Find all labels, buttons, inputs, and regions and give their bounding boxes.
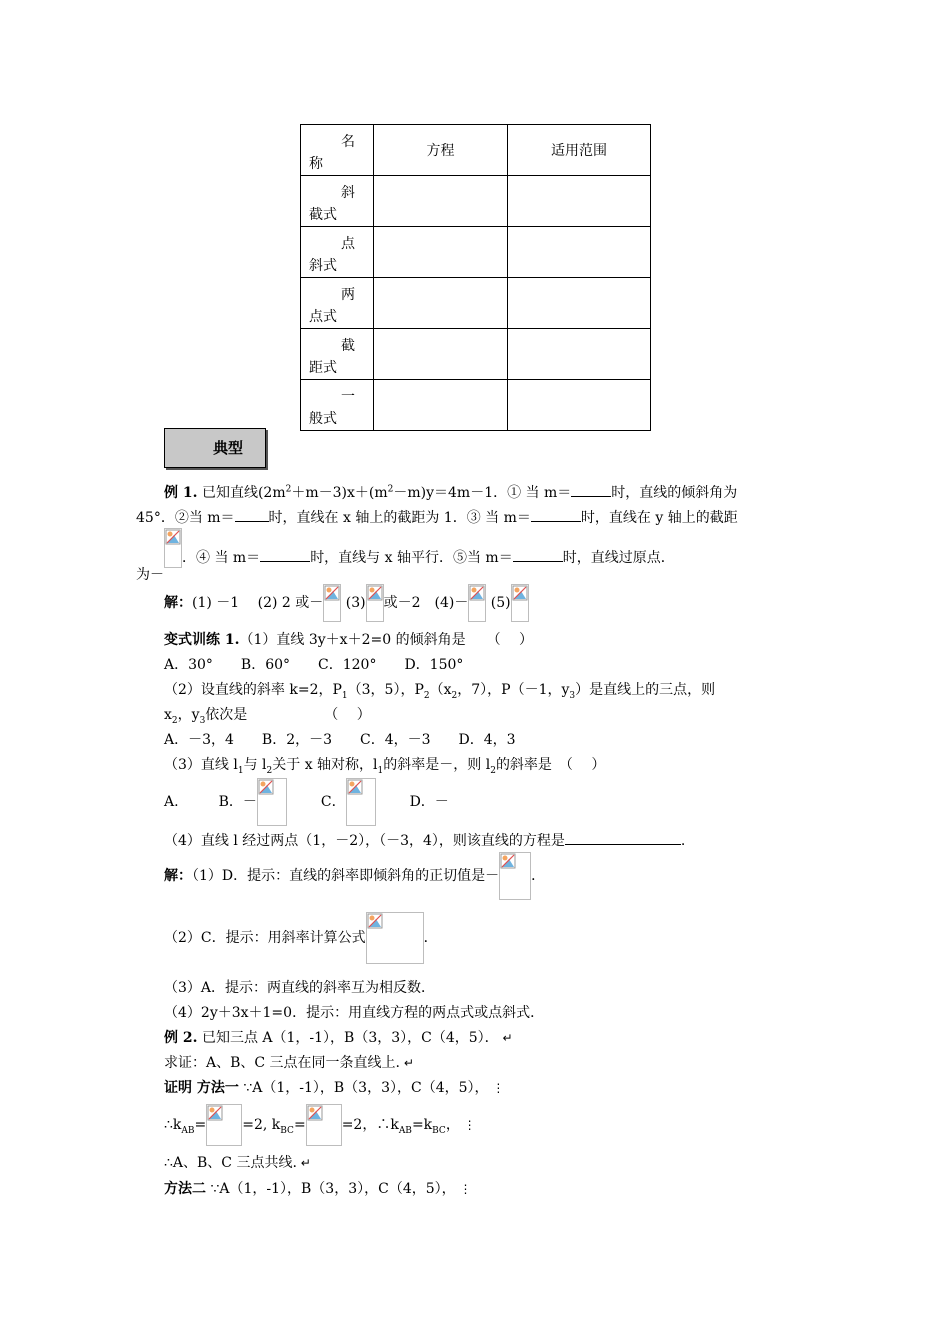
var1-q2: （2）设直线的斜率 k=2，$P_1(3$，5），$P_2(x_2$，7），P（－1，$y_3$）是直线上的三点，则 <box>164 682 716 701</box>
broken-image-icon <box>468 584 486 622</box>
var1-q4: （4）直线 l 经过两点（1，－2），（－3，4），则该直线的方程是 . <box>164 830 685 851</box>
header-name-l2: 称 <box>309 156 323 172</box>
var1-q2-line2: $x_2$，$y_3$依次是 （ ） <box>164 707 371 726</box>
broken-image-icon <box>499 852 531 900</box>
var1-q3-options: A. B．－ C． D．－ <box>164 778 449 826</box>
answer-blank[interactable] <box>565 830 681 845</box>
header-range: 适用范围 <box>508 125 651 176</box>
range-cell <box>508 278 651 329</box>
table-row <box>301 278 651 329</box>
broken-image-icon <box>206 1104 242 1146</box>
method2-label: 方法二 <box>164 1181 206 1197</box>
equation-cell <box>374 227 508 278</box>
table-row <box>301 176 651 227</box>
broken-image-icon <box>257 778 287 826</box>
equation-forms-table <box>300 124 651 431</box>
table-header-row <box>301 125 651 176</box>
ex1-line3: 为－ ．④ 当 m＝ 时，直线与 x 轴平行．⑤当 m＝ 时，直线过原点． <box>136 528 675 568</box>
header-equation: 方程 <box>374 125 508 176</box>
table-row <box>301 380 651 431</box>
solvar-label: 解： <box>164 868 192 884</box>
sol1-line: 解：(1) －1 (2) 2 或－ (3) 或－2 (4)－ (5) <box>164 584 529 622</box>
row-name-l2: 点式 <box>309 309 337 325</box>
solvar-a4: （4）2y＋3x＋1=0．提示：用直线方程的两点式或点斜式． <box>164 1005 545 1021</box>
solvar-a1: 解：（1）D．提示：直线的斜率即倾斜角的正切值是－ ． <box>164 852 545 900</box>
row-name-l2: 距式 <box>309 360 337 376</box>
range-cell <box>508 329 651 380</box>
ex1-label: 例 1. <box>164 485 198 501</box>
ex2-prove: 求证：A、B、C 三点在同一条直线上. ↵ <box>164 1055 414 1071</box>
answer-blank[interactable] <box>513 547 563 562</box>
section-title-box <box>164 428 266 468</box>
return-mark-icon: ↵ <box>498 1031 513 1045</box>
answer-blank[interactable] <box>571 482 611 497</box>
broken-image-icon <box>511 584 529 622</box>
ex2-method2: 方法二 ∵A（1，-1），B（3，3），C（4，5）， ⋮ <box>164 1181 472 1197</box>
paragraph-mark-icon: ⋮ <box>455 1182 472 1196</box>
header-name-cell <box>301 125 374 176</box>
broken-image-icon <box>306 1104 342 1146</box>
equation-cell <box>374 329 508 380</box>
ex2-collinear: ∴A、B、C 三点共线. ↵ <box>164 1155 311 1171</box>
ex1-line2: 45°．②当 m＝ 时，直线在 x 轴上的截距为 1．③ 当 m＝ 时，直线在 y 轴上的截距 <box>136 507 738 528</box>
range-cell <box>508 176 651 227</box>
answer-blank[interactable] <box>260 547 310 562</box>
row-name-l1: 点 <box>341 236 355 252</box>
range-cell <box>508 227 651 278</box>
equation-cell <box>374 278 508 329</box>
broken-image-icon <box>164 528 182 568</box>
row-name-l1: 截 <box>341 338 355 354</box>
ex1-line1: 例 1. 已知直线$(2m^2+m-3)x+(m^2-m)y=4m-1$．① 当 m＝ 时，直线的倾斜角为 <box>164 482 737 503</box>
solvar-a3: （3）A．提示：两直线的斜率互为相反数． <box>164 980 436 996</box>
ex2-line1: 例 2. 已知三点 A（1，-1），B（3，3），C（4，5）． ↵ <box>164 1030 513 1046</box>
equation-cell <box>374 380 508 431</box>
return-mark-icon: ↵ <box>400 1056 414 1070</box>
paragraph-mark-icon: ⋮ <box>459 1118 476 1132</box>
header-name-l1: 名 <box>341 134 355 150</box>
var1-q1-options: A．30° B．60° C．120° D．150° <box>164 657 464 673</box>
row-name-l1: 斜 <box>341 185 355 201</box>
broken-image-icon <box>323 584 341 622</box>
range-cell <box>508 380 651 431</box>
table-row <box>301 329 651 380</box>
row-name-l1: 两 <box>341 287 355 303</box>
section-title: 典型 <box>213 439 244 457</box>
row-name-l1: 一 <box>341 389 355 405</box>
var1-q3: （3）直线 $l_1$与 $l_2$关于 x 轴对称，$l_1$的斜率是－，则 $l_2$的斜率是 （ ） <box>164 757 606 776</box>
sol1-label: 解： <box>164 595 192 611</box>
answer-blank[interactable] <box>235 507 269 522</box>
row-name-l2: 斜式 <box>309 258 337 274</box>
solvar-a2: （2）C．提示：用斜率计算公式 ． <box>164 912 438 964</box>
ex2-label: 例 2. <box>164 1030 198 1046</box>
equation-cell <box>374 176 508 227</box>
method1-label: 证明 方法一 <box>164 1080 239 1096</box>
var1-q1: 变式训练 1.（1）直线 3y＋x＋2=0 的倾斜角是 （ ） <box>164 632 534 648</box>
ex2-slopes: $\therefore k_{AB}=$ =2, $k_{BC}=$ =2，$\therefore k_{AB}=k_{BC}$， ⋮ <box>164 1104 476 1146</box>
var1-label: 变式训练 1. <box>164 632 240 648</box>
answer-blank[interactable] <box>531 507 581 522</box>
broken-image-icon <box>346 778 376 826</box>
return-mark-icon: ↵ <box>296 1156 311 1170</box>
var1-q2-options: A．－3，4 B．2，－3 C．4，－3 D．4，3 <box>164 732 516 748</box>
paragraph-mark-icon: ⋮ <box>488 1081 505 1095</box>
table-row <box>301 227 651 278</box>
row-name-l2: 截式 <box>309 207 337 223</box>
broken-image-icon <box>366 584 384 622</box>
broken-image-icon <box>366 912 424 964</box>
row-name-l2: 般式 <box>309 411 337 427</box>
ex2-method1: 证明 方法一 ∵A（1，-1），B（3，3），C（4，5）， ⋮ <box>164 1080 505 1096</box>
ex1-text: 已知直线(2m <box>201 485 286 501</box>
